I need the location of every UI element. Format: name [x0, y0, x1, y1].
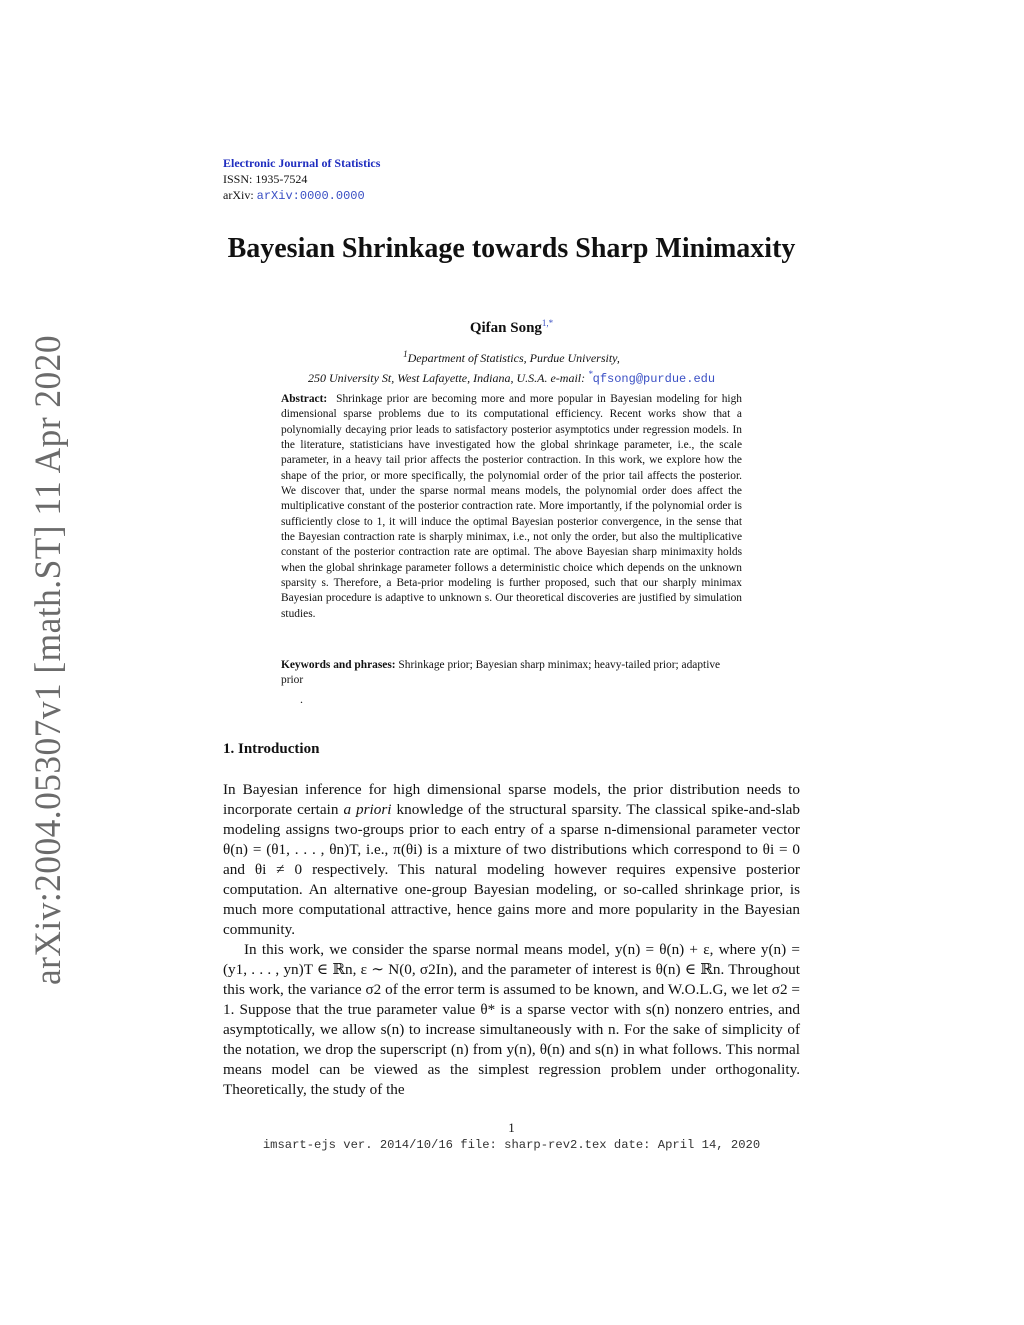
body-text	[223, 780, 800, 1100]
stray-dot: .	[300, 692, 303, 706]
author-name: Qifan Song	[469, 320, 542, 336]
email-link[interactable]: qfsong@purdue.edu	[592, 372, 716, 386]
journal-arxiv	[223, 187, 380, 204]
paragraph-2: In this work, we consider the sparse normal means model, y(n) = θ(n) + ε, where y(n) = (y1, . . . , yn)T ∈ ℝn, ε ∼ N(0, σ2In), and the parameter of interest is θ(n) ∈ ℝn. Throughout this work, the variance σ2 of the error term is assumed to be known, and W.O.L.G, we let σ2 = 1. Suppose that the true parameter value θ* is a sparse vector with s(n) nonzero entries, and asymptotically, we allow s(n) to increase simultaneously with n. For the sake of simplicity of the notation, we drop the superscript (n) from y(n), θ(n) and s(n) in what follows. This normal means model can be viewed as the simplest regression problem under orthogonality. Theoretically, the study of the	[223, 941, 800, 1098]
arxiv-stamp-text: arXiv:2004.05307v1 [math.ST] 11 Apr 2020	[28, 335, 69, 985]
journal-issn: ISSN: 1935-7524	[223, 172, 308, 186]
keywords-label: Keywords and phrases:	[281, 659, 396, 671]
abstract	[281, 392, 742, 622]
paragraph-1	[223, 780, 800, 940]
email-mark: *	[588, 369, 593, 379]
keywords	[281, 658, 742, 689]
affiliation	[223, 346, 800, 387]
page-footer: imsart-ejs ver. 2014/10/16 file: sharp-rev2.tex date: April 14, 2020	[262, 1138, 761, 1152]
author-mark[interactable]: 1,*	[541, 318, 554, 328]
arxiv-label: arXiv:	[223, 188, 254, 202]
abstract-text: Shrinkage prior are becoming more and more popular in Bayesian modeling for high dimensional sparse problems due to its computational efficiency. Recent works show that a polynomially decaying prior leads to satisfactory posterior asymptotics under regression models. In the literature, statisticians have investigated how the global shrinkage parameter, i.e., the scale parameter, in a heavy tail prior affects the posterior contraction. In this work, we explore how the shape of the prior, or more specifically, the polynomial order of the prior tail affects the posterior. We discover that, under the sparse normal means models, the polynomial order does affect the multiplicative constant of the posterior contraction rate. More importantly, if the polynomial order is sufficiently close to 1, it will induce the optimal Bayesian posterior convergence, in the sense that the Bayesian contraction rate is sharply minimax, i.e., not only the order, but also the multiplicative constant of the posterior contraction rate are optimal. The above Bayesian sharp minimaxity holds when the global shrinkage parameter follows a deterministic choice which depends on the unknown sparsity s. Therefore, a Beta-prior modeling is further proposed, such that our sharply minimax Bayesian procedure is adaptive to unknown s. Our theoretical discoveries are justified by simulation studies.	[281, 393, 742, 620]
journal-name[interactable]: Electronic Journal of Statistics	[223, 156, 381, 170]
paragraph-1-part-b: knowledge of the structural sparsity. The classical spike-and-slab modeling assigns two-groups prior to each entry of a sparse n-dimensional parameter vector θ(n) = (θ1, . . . , θn)T, i.e., π(θi) is a mixture of two distributions which correspond to θi = 0 and θi ≠ 0 respectively. This natural modeling however requires expensive posterior computation. An alternative one-group Bayesian modeling, or so-called shrinkage prior, is much more computational attractive, hence gains more and more popularity in the Bayesian community.	[223, 801, 801, 938]
section-heading-introduction: 1. Introduction	[223, 741, 320, 757]
abstract-label: Abstract:	[281, 393, 328, 405]
affiliation-mark: 1	[403, 349, 408, 359]
keywords-text: Shrinkage prior; Bayesian sharp minimax; heavy-tailed prior; adaptive prior	[281, 659, 721, 687]
paper-title: Bayesian Shrinkage towards Sharp Minimaxity	[227, 233, 796, 264]
arxiv-side-stamp	[14, 335, 74, 985]
paragraph-1-italic: a priori	[343, 801, 392, 818]
arxiv-id-link[interactable]: arXiv:0000.0000	[256, 189, 365, 203]
page-number: 1	[508, 1120, 515, 1135]
author-line	[223, 318, 800, 337]
paragraph-1-part-a: In Bayesian inference for high dimensional sparse models, the prior distribution needs to incorporate certain	[223, 781, 800, 818]
affiliation-line2: 250 University St, West Lafayette, Indiana, U.S.A. e-mail:	[307, 371, 586, 385]
journal-header	[223, 155, 380, 204]
affiliation-line1: Department of Statistics, Purdue University,	[407, 351, 620, 365]
